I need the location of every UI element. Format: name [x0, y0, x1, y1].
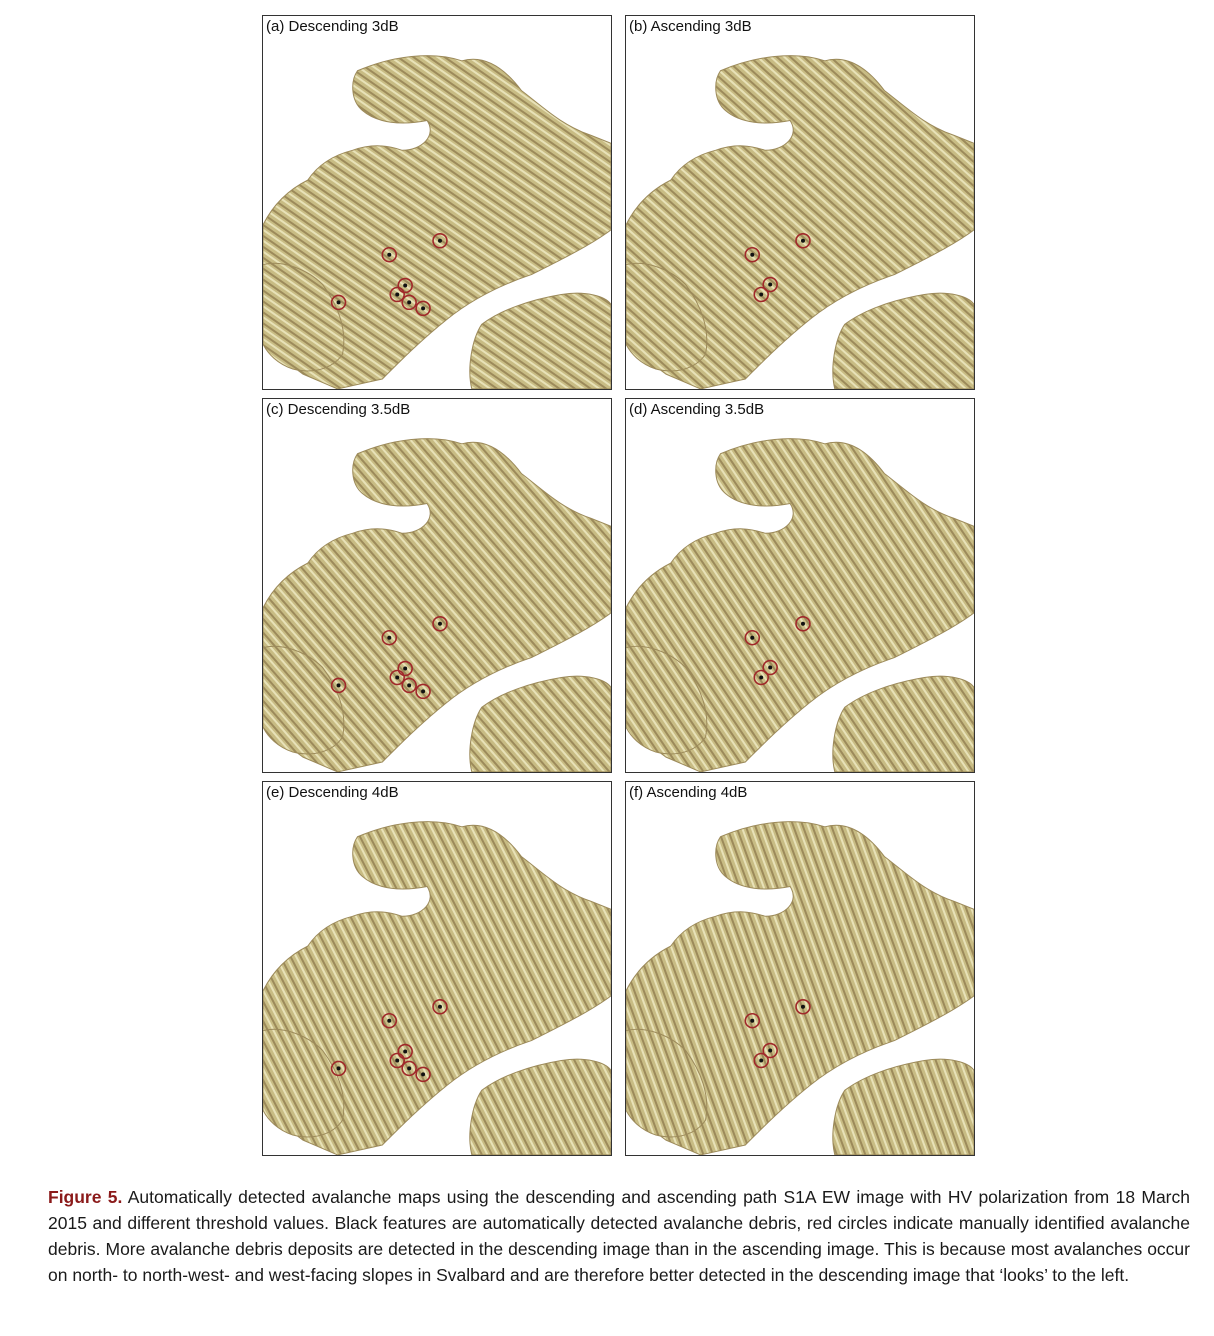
panel-label: (d) Ascending 3.5dB: [629, 401, 767, 419]
detected-debris-marker: [407, 683, 411, 687]
landmass: [470, 293, 611, 389]
detected-debris-marker: [337, 1066, 341, 1070]
figure-caption: [48, 1184, 1190, 1288]
landmass: [833, 1059, 974, 1155]
detected-debris-marker: [801, 239, 805, 243]
panel-label: (c) Descending 3.5dB: [266, 401, 413, 419]
detected-debris-marker: [759, 1058, 763, 1062]
figure-label: Figure 5.: [48, 1187, 123, 1207]
detected-debris-marker: [337, 300, 341, 304]
detected-debris-marker: [438, 622, 442, 626]
detected-debris-marker: [768, 1049, 772, 1053]
panel-d: [625, 398, 975, 773]
caption-text: Automatically detected avalanche maps using the descending and ascending path S1A EW image with HV polarization from 18 March 2015 and different threshold values. Black features are automatically detected avalanche debris, red circles indicate manually identified avalanche debris. More avalanche debris deposits are detected in the descending image than in the ascending image. This is because most avalanches occur on north- to north-west- and west-facing slopes in Svalbard and are therefore better detected in the descending image that ‘looks’ to the left.: [48, 1187, 1190, 1285]
detected-debris-marker: [387, 253, 391, 257]
detected-debris-marker: [421, 1072, 425, 1076]
terrain-map: [263, 782, 611, 1155]
detected-debris-marker: [395, 292, 399, 296]
terrain-map: [626, 782, 974, 1155]
terrain-map: [626, 16, 974, 389]
detected-debris-marker: [395, 1058, 399, 1062]
panel-e: [262, 781, 612, 1156]
detected-debris-marker: [750, 636, 754, 640]
landmass: [833, 676, 974, 772]
panel-c: [262, 398, 612, 773]
terrain-map: [626, 399, 974, 772]
detected-debris-marker: [768, 666, 772, 670]
detected-debris-marker: [421, 306, 425, 310]
detected-debris-marker: [759, 675, 763, 679]
panel-label: (e) Descending 4dB: [266, 784, 402, 802]
detected-debris-marker: [750, 1019, 754, 1023]
detected-debris-marker: [750, 253, 754, 257]
detected-debris-marker: [403, 667, 407, 671]
detected-debris-marker: [395, 675, 399, 679]
panel-a: [262, 15, 612, 390]
detected-debris-marker: [403, 1050, 407, 1054]
detected-debris-marker: [768, 283, 772, 287]
landmass: [470, 676, 611, 772]
detected-debris-marker: [403, 284, 407, 288]
detected-debris-marker: [438, 239, 442, 243]
landmass: [470, 1059, 611, 1155]
detected-debris-marker: [387, 1019, 391, 1023]
panel-b: [625, 15, 975, 390]
panel-label: (a) Descending 3dB: [266, 18, 402, 36]
terrain-map: [263, 16, 611, 389]
detected-debris-marker: [759, 292, 763, 296]
detected-debris-marker: [387, 636, 391, 640]
detected-debris-marker: [801, 1005, 805, 1009]
panel-f: [625, 781, 975, 1156]
detected-debris-marker: [407, 1066, 411, 1070]
detected-debris-marker: [801, 622, 805, 626]
panel-label: (b) Ascending 3dB: [629, 18, 755, 36]
detected-debris-marker: [337, 683, 341, 687]
detected-debris-marker: [438, 1005, 442, 1009]
panel-label: (f) Ascending 4dB: [629, 784, 750, 802]
detected-debris-marker: [421, 689, 425, 693]
detected-debris-marker: [407, 300, 411, 304]
landmass: [833, 293, 974, 389]
terrain-map: [263, 399, 611, 772]
